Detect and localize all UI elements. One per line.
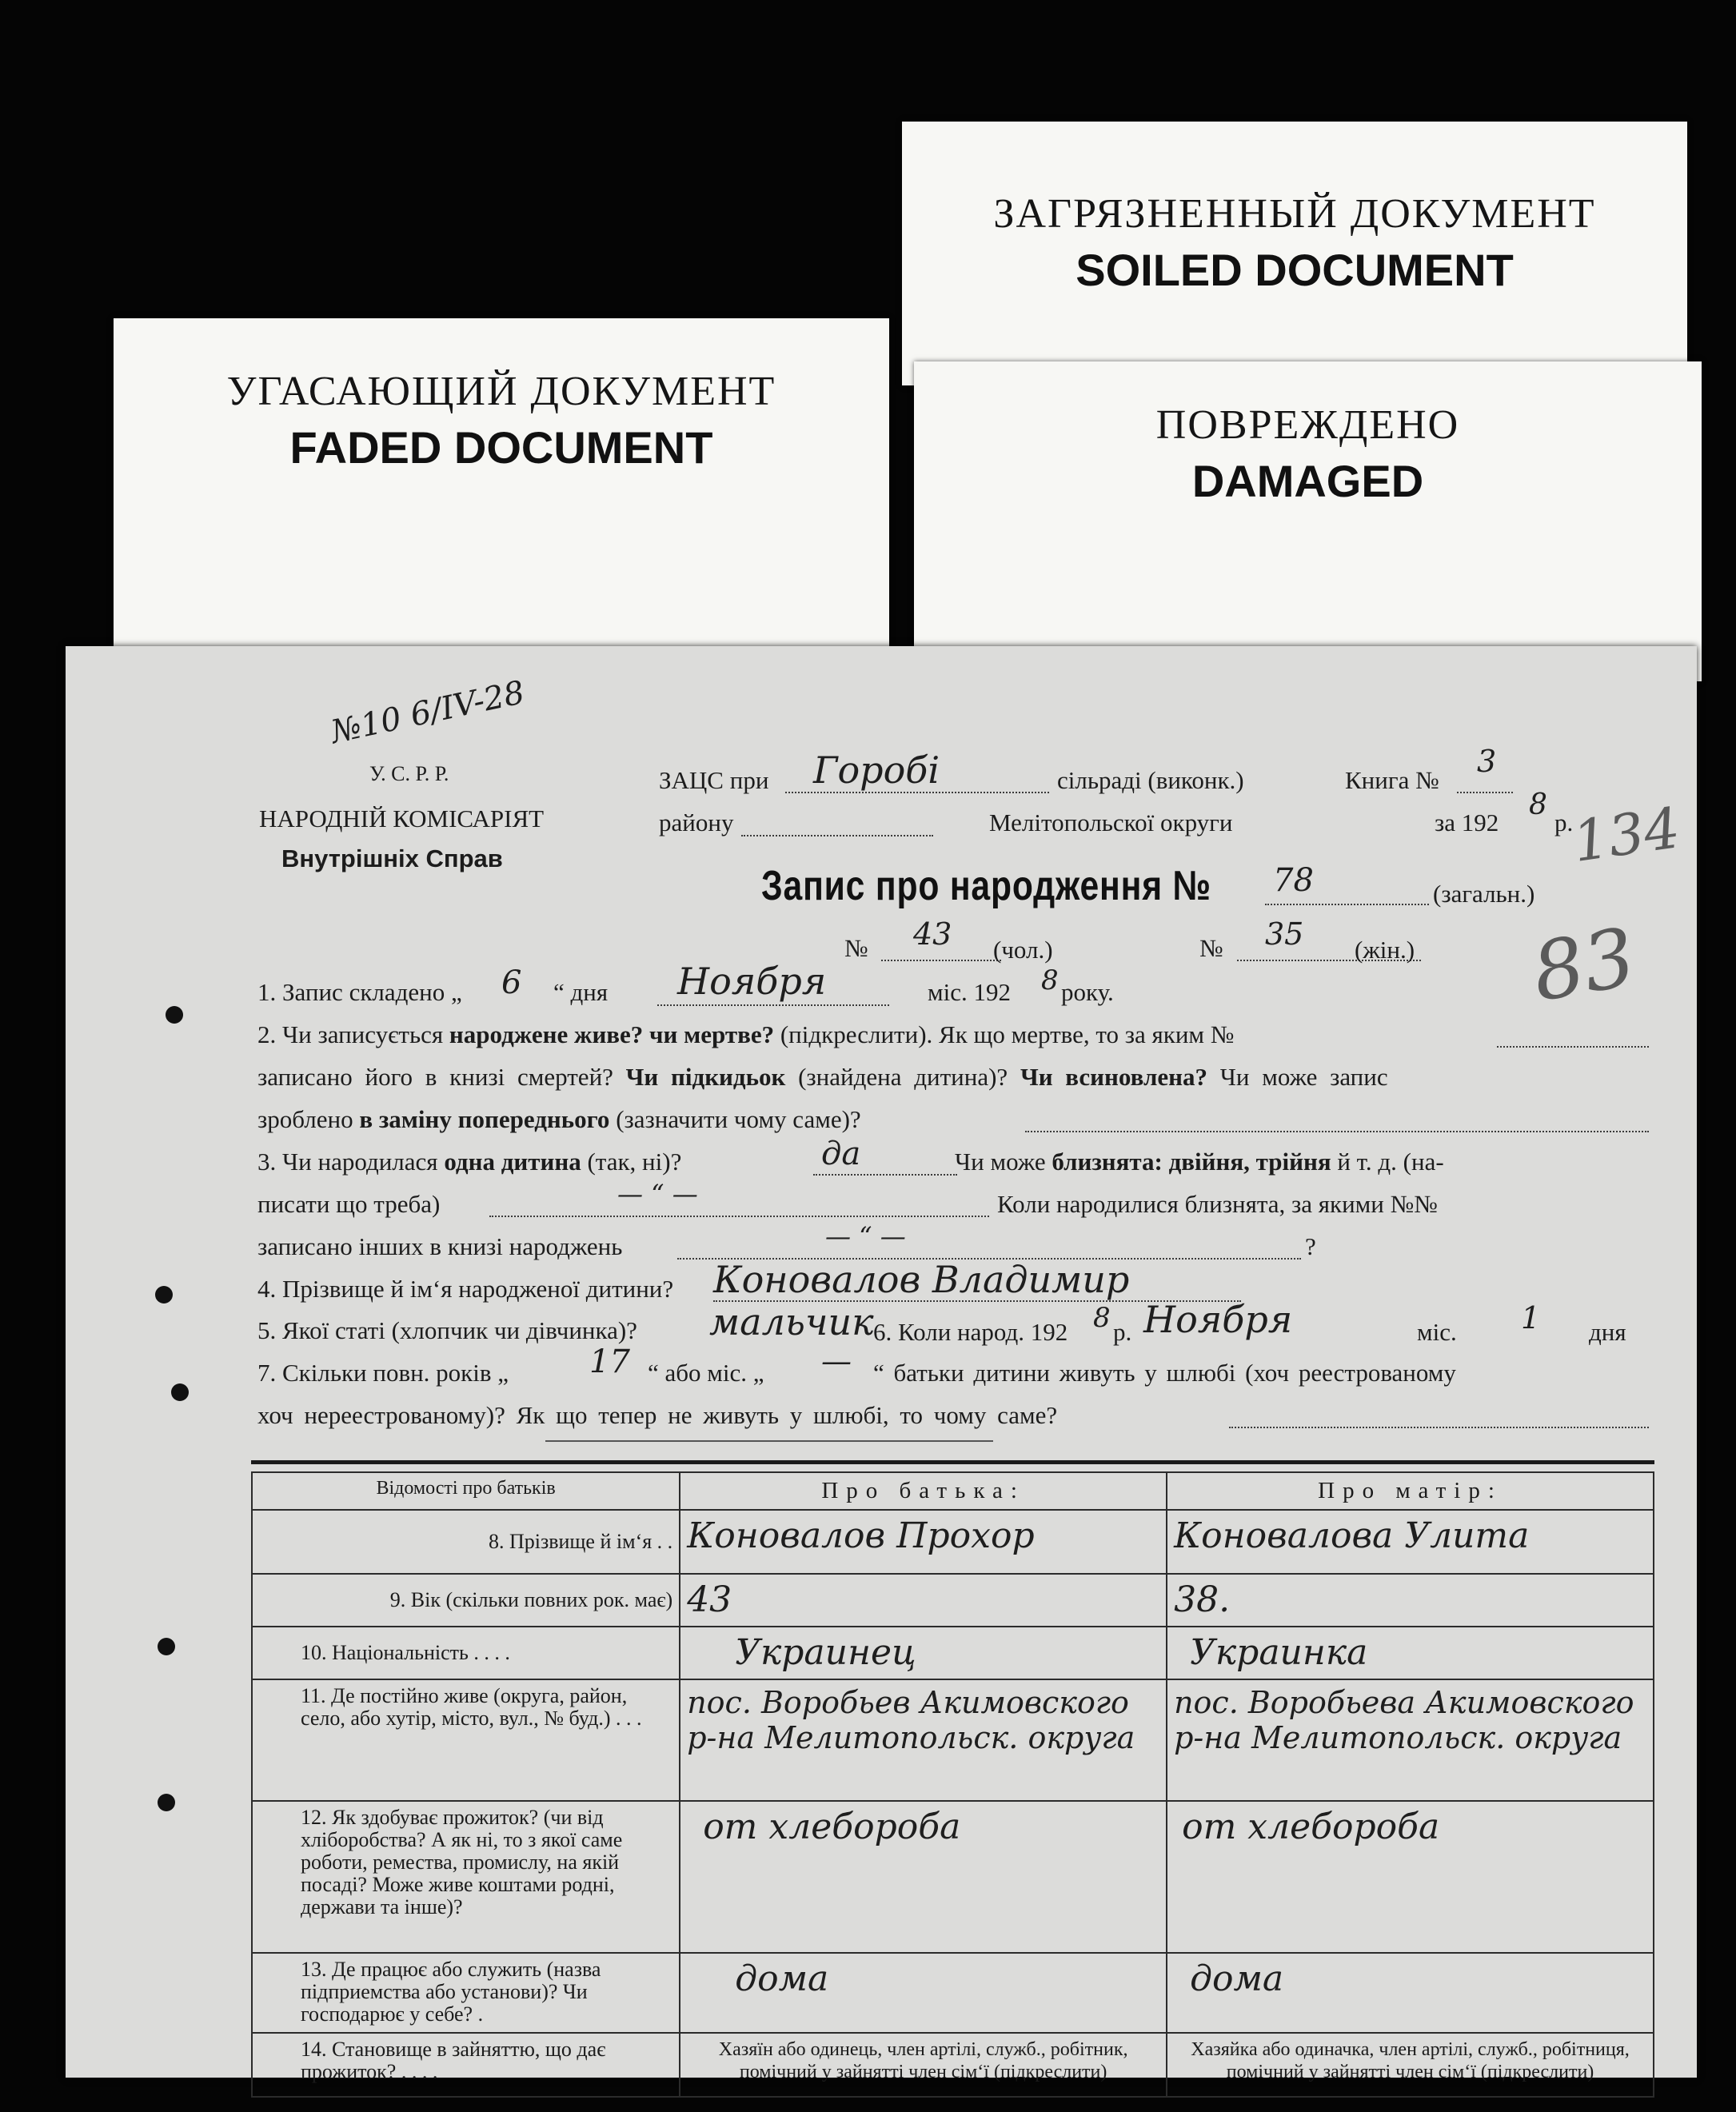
q3-dash-1: — “ —: [617, 1179, 698, 1209]
book-label: Книга №: [1345, 766, 1439, 794]
female-label: (жін.): [1355, 936, 1415, 964]
q7-line2: хоч нереестрованому)? Як що тепер не живуть у шлюбі, то чому саме?: [257, 1401, 1058, 1429]
table-row: [252, 1510, 1654, 1574]
father-occupation-status: Хазяїн або одинець, член артілі, служб., робітник, помічний у зайнятті член сім‘ї (підкреслити): [680, 2033, 1167, 2097]
q3-line1a: 3. Чи народилася одна дитина (так, ні)?: [257, 1148, 682, 1176]
header-father: Про батька:: [680, 1472, 1167, 1510]
table-row: [252, 1953, 1654, 2033]
header-info: Відомості про батьків: [252, 1472, 680, 1510]
row-question: 13. Де працює або служить (назва підприемства або установи)? Чи господарює у себе? .: [252, 1953, 680, 2033]
general-number: 78: [1273, 862, 1314, 899]
birth-year: 8: [1093, 1302, 1111, 1334]
ussr-label: У. С. Р. Р.: [369, 762, 449, 785]
stamp-note: №10 6/IV-28: [327, 673, 528, 752]
row-question: 12. Як здобуває прожиток? (чи від хліборобства? А як ні, то з якої саме роботи, ремества, промислу, на якій посаді? Може живе коштами родні, держави та інше)?: [252, 1801, 680, 1953]
okruha-label: Мелітопольскої округи: [989, 808, 1233, 836]
row-question: 9. Вік (скільки повних рок. має): [252, 1574, 680, 1627]
table-header-row: [252, 1472, 1654, 1510]
raion-label: району: [659, 808, 734, 836]
marriage-years: 17: [589, 1343, 630, 1380]
damaged-label-en: DAMAGED: [1191, 456, 1424, 506]
ministry-label: Внутрішніх Справ: [281, 844, 503, 872]
soiled-label-ru: ЗАГРЯЗНЕННЫЙ ДОКУМЕНТ: [993, 191, 1596, 237]
mother-residence: пос. Воробьева Акимовского р-на Мелитопольск. округа: [1167, 1679, 1654, 1801]
zags-village: Горобі: [813, 749, 940, 792]
row-question: 10. Національність . . . .: [252, 1627, 680, 1679]
female-no-sign: №: [1199, 934, 1223, 962]
mother-name: Коновалова Улита: [1167, 1510, 1654, 1574]
mother-workplace: дома: [1167, 1953, 1654, 2033]
q1-mid: “ дня: [553, 978, 609, 1006]
male-label: (чол.): [993, 936, 1053, 964]
q3-line3b: ?: [1305, 1232, 1316, 1260]
soiled-document-card: [902, 122, 1687, 385]
punch-hole: [158, 1794, 175, 1811]
q2-line2: записано його в книзі смертей? Чи підкидьок (знайдена дитина)? Чи всиновлена? Чи може запис: [257, 1063, 1388, 1091]
birth-year-r: р.: [1113, 1318, 1132, 1346]
margin-number-83: 83: [1525, 909, 1642, 1020]
q1-month: Ноября: [677, 960, 827, 1003]
q5-label: 5. Якої статі (хлопчик чи дівчинка)?: [257, 1316, 637, 1344]
general-label: (загальн.): [1433, 880, 1535, 908]
table-row: [252, 1574, 1654, 1627]
q1-day: 6: [501, 964, 522, 1001]
punch-hole: [155, 1286, 173, 1304]
faded-document-card: [114, 318, 889, 654]
q2-line1: 2. Чи записується народжене живе? чи мертве? (підкреслити). Як що мертве, то за яким №: [257, 1020, 1235, 1048]
birth-day: 1: [1521, 1300, 1541, 1335]
q1-year: 8: [1041, 964, 1059, 996]
q3-line1b: Чи може близнята: двійня, трійня й т. д. (на-: [955, 1148, 1444, 1176]
q3-dash-2: — “ —: [825, 1221, 906, 1252]
marriage-months: —: [821, 1343, 852, 1379]
father-livelihood: от хлебороба: [680, 1801, 1167, 1953]
soiled-label-en: SOILED DOCUMENT: [1076, 245, 1514, 295]
q3-line2a: писати що треба): [257, 1190, 441, 1218]
table-row: [252, 1679, 1654, 1801]
faded-label-ru: УГАСАЮЩИЙ ДОКУМЕНТ: [226, 369, 776, 414]
punch-hole: [166, 1006, 183, 1024]
punch-hole: [171, 1383, 189, 1401]
mother-age: 38.: [1167, 1574, 1654, 1627]
birth-mis: міс.: [1417, 1318, 1457, 1346]
parents-table: [251, 1471, 1654, 2098]
father-residence: пос. Воробьев Акимовского р-на Мелитопольск. округа: [680, 1679, 1167, 1801]
father-nationality: Украинец: [680, 1627, 1167, 1679]
year-label: за 192: [1435, 808, 1499, 836]
father-age: 43: [680, 1574, 1167, 1627]
table-top-rule: [251, 1460, 1654, 1464]
book-number: 3: [1477, 744, 1497, 779]
q7-line1b: “ або міс. „: [648, 1359, 764, 1387]
zags-label: ЗАЦС при: [659, 766, 769, 794]
row-question: 11. Де постійно живе (округа, район, село, або хутір, місто, вул., № буд.) . . .: [252, 1679, 680, 1801]
margin-number-134: 134: [1568, 795, 1684, 875]
record-title: Запис про народження №: [761, 863, 1211, 909]
mother-livelihood: от хлебороба: [1167, 1801, 1654, 1953]
male-no-sign: №: [844, 934, 868, 962]
selradi-label: сільраді (виконк.): [1057, 766, 1244, 794]
year-suffix: р.: [1554, 808, 1574, 836]
child-name: Коновалов Владимир: [713, 1258, 1130, 1301]
row-question: 14. Становище в зайняттю, що дає прожиток? . . . .: [252, 2033, 680, 2097]
header-year-digit: 8: [1529, 789, 1547, 821]
table-row: [252, 1801, 1654, 1953]
q3-line3a: записано інших в книзі народжень: [257, 1232, 623, 1260]
table-row: [252, 2033, 1654, 2097]
q1-prefix: 1. Запис складено „: [257, 978, 462, 1006]
q4-label: 4. Прізвище й ім‘я народженої дитини?: [257, 1275, 674, 1303]
table-row: [252, 1627, 1654, 1679]
q3-answer: да: [821, 1136, 861, 1172]
mother-nationality: Украинка: [1167, 1627, 1654, 1679]
punch-hole: [158, 1638, 175, 1655]
female-number: 35: [1265, 916, 1304, 952]
header-mother: Про матір:: [1167, 1472, 1654, 1510]
father-name: Коновалов Прохор: [680, 1510, 1167, 1574]
birth-month: Ноября: [1143, 1298, 1293, 1341]
child-sex: мальчик: [709, 1300, 874, 1343]
q6-label: 6. Коли народ. 192: [873, 1318, 1068, 1346]
q1-post: року.: [1061, 978, 1114, 1006]
birth-dnia: дня: [1589, 1318, 1626, 1346]
damaged-label-ru: ПОВРЕЖДЕНО: [1155, 402, 1460, 448]
q7-line1c: “ батьки дитини живуть у шлюбі (хоч реестрованому: [873, 1359, 1456, 1387]
birth-record-form: [66, 646, 1697, 2083]
row-question: 8. Прізвище й ім‘я . .: [252, 1510, 680, 1574]
damaged-document-card: [914, 361, 1702, 681]
father-workplace: дома: [680, 1953, 1167, 2033]
q7-line1a: 7. Скільки повн. років „: [257, 1359, 509, 1387]
mother-occupation-status: Хазяйка або одиначка, член артілі, служб., робітниця, помічний у зайнятті член сім‘ї (підкреслити): [1167, 2033, 1654, 2097]
q2-line3: зроблено в заміну попереднього (зазначити чому саме)?: [257, 1105, 861, 1133]
q3-line2b: Коли народилися близнята, за якими №№: [997, 1190, 1438, 1218]
male-number: 43: [913, 916, 952, 952]
q1-mis: міс. 192: [928, 978, 1011, 1006]
commissariat-label: НАРОДНІЙ КОМІСАРІЯТ: [259, 804, 545, 832]
faded-label-en: FADED DOCUMENT: [289, 422, 713, 473]
